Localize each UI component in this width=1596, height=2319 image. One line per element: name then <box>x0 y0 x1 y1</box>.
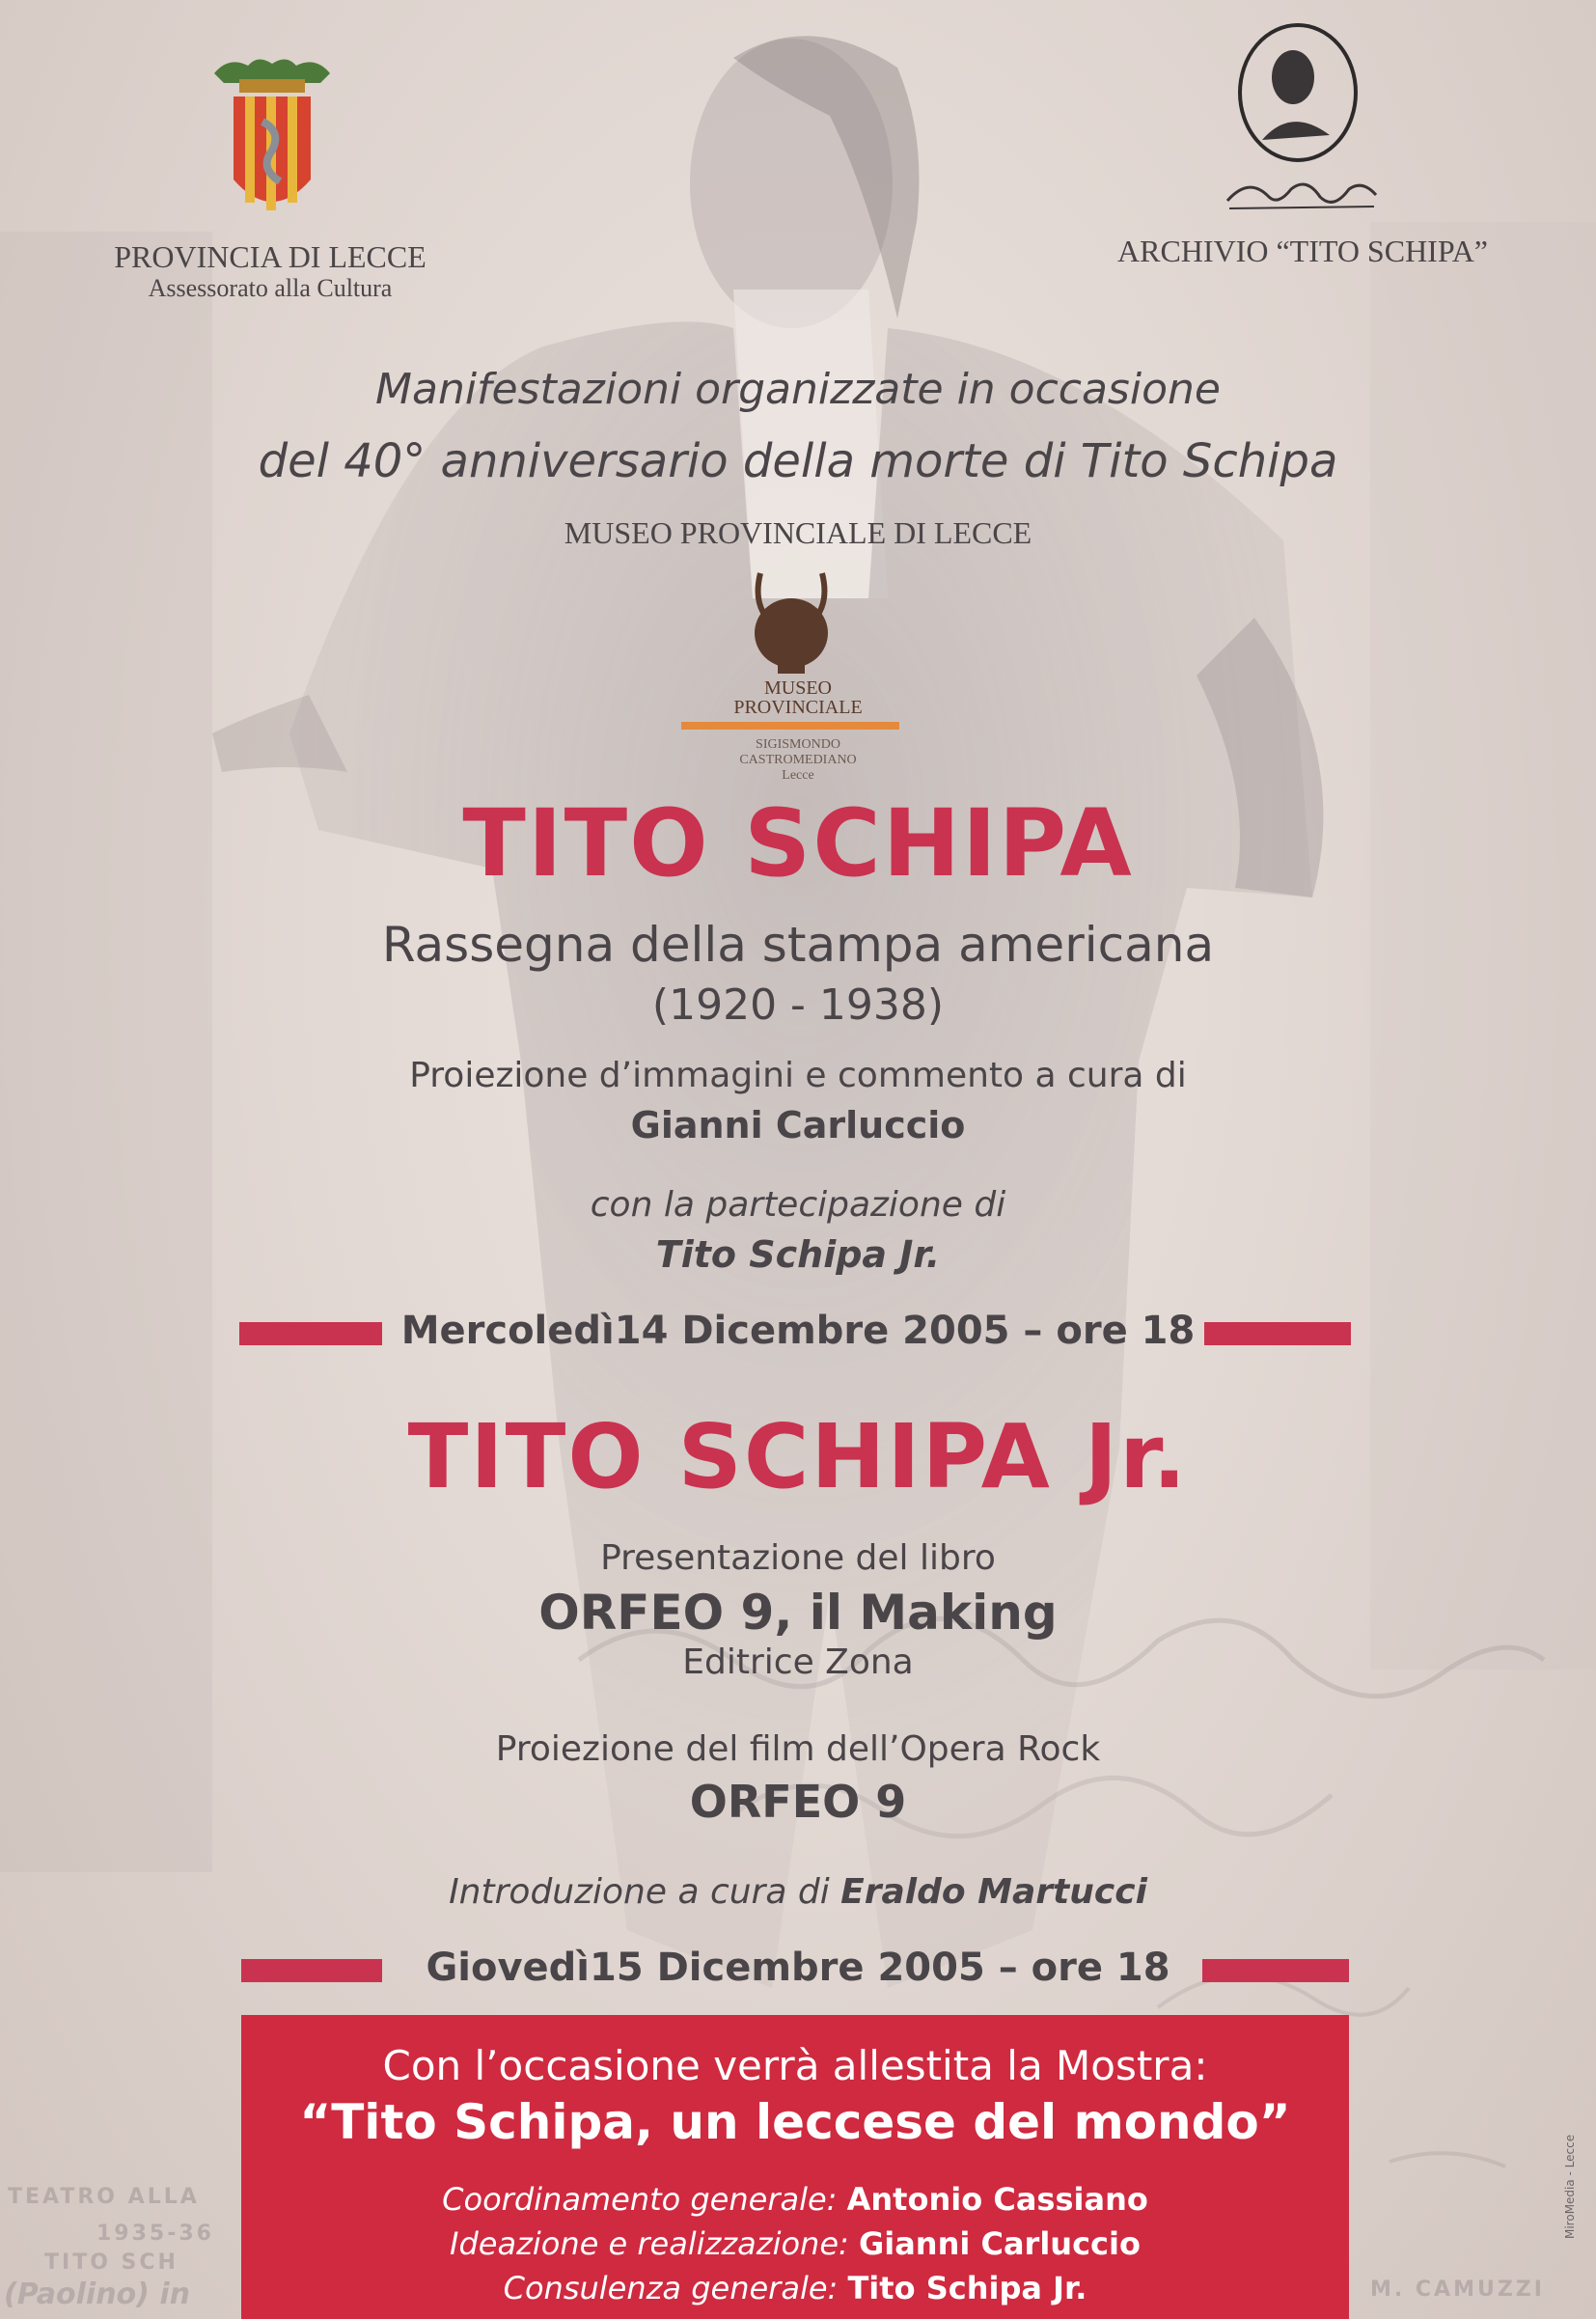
event2-intro-person: Eraldo Martucci <box>840 1872 1147 1912</box>
photo-caption-right: M. CAMUZZI <box>1370 2278 1545 2302</box>
event2-title: TITO SCHIPA Jr. <box>407 1405 1189 1508</box>
credit-value: Gianni Carluccio <box>858 2225 1141 2262</box>
event2-date: Giovedì15 Dicembre 2005 – ore 18 <box>426 1946 1170 1990</box>
photo-caption-line-2: 1935-36 <box>96 2222 214 2246</box>
tito-schipa-medallion-icon <box>1233 19 1362 174</box>
museum-logo-line-4: CASTROMEDIANO <box>739 753 857 767</box>
exhibition-title: “Tito Schipa, un leccese del mondo” <box>299 2094 1291 2150</box>
event1-curated-label: Proiezione d’immagini e commento a cura di <box>409 1056 1187 1095</box>
photo-caption-line-1: TEATRO ALLA <box>8 2185 200 2209</box>
venue: MUSEO PROVINCIALE DI LECCE <box>564 515 1032 550</box>
credit-value: Antonio Cassiano <box>846 2181 1148 2218</box>
provincia-coat-of-arms-icon <box>205 54 340 224</box>
intro-line-2: del 40° anniversario della morte di Tito Schipa <box>258 434 1338 488</box>
event2-publisher: Editrice Zona <box>682 1643 914 1682</box>
photo-caption-line-3: TITO SCH <box>44 2250 179 2275</box>
credit-label: Coordinamento generale: <box>442 2181 838 2218</box>
credit-label: Consulenza generale: <box>503 2270 839 2306</box>
museum-logo-rule <box>681 722 899 730</box>
event2-book-title: ORFEO 9, il Making <box>538 1585 1058 1641</box>
event2-book-label: Presentazione del libro <box>600 1538 996 1578</box>
intro-line-1: Manifestazioni organizzate in occasione <box>375 365 1221 414</box>
event2-intro-label: Introduzione a cura di <box>449 1872 830 1912</box>
credit-row <box>241 2181 1349 2218</box>
event1-years: (1920 - 1938) <box>651 980 945 1030</box>
credit-value: Tito Schipa Jr. <box>847 2270 1087 2306</box>
provincia-department: Assessorato alla Cultura <box>148 274 393 302</box>
event1-date: Mercoledì14 Dicembre 2005 – ore 18 <box>400 1309 1196 1353</box>
event2-film-label: Proiezione del film dell’Opera Rock <box>495 1729 1101 1769</box>
museum-logo-line-3: SIGISMONDO <box>756 737 840 752</box>
event2-intro <box>0 1872 1596 1912</box>
museum-logo-line-5: Lecce <box>782 768 814 783</box>
credit-label: Ideazione e realizzazione: <box>450 2225 849 2262</box>
credit-row <box>241 2225 1349 2262</box>
event1-curator: Gianni Carluccio <box>630 1104 966 1146</box>
event1-participation-label: con la partecipazione di <box>590 1185 1006 1225</box>
photo-caption-line-4: (Paolino) in <box>4 2278 190 2311</box>
event2-film-title: ORFEO 9 <box>689 1776 907 1828</box>
event1-title: TITO SCHIPA <box>462 789 1134 897</box>
exhibition-box <box>241 2015 1349 2319</box>
museum-logo-line-2: PROVINCIALE <box>733 697 863 718</box>
museum-vase-icon <box>741 566 841 681</box>
event1-subtitle: Rassegna della stampa americana <box>381 917 1215 973</box>
event1-participant: Tito Schipa Jr. <box>655 1233 941 1276</box>
printer-credit: MiroMedia - Lecce <box>1563 2134 1577 2239</box>
provincia-name: PROVINCIA DI LECCE <box>114 239 427 274</box>
exhibition-line-1: Con l’occasione verrà allestita la Mostra: <box>382 2042 1208 2089</box>
tito-schipa-signature-icon <box>1220 172 1384 214</box>
archivio-name: ARCHIVIO “TITO SCHIPA” <box>1117 234 1488 268</box>
credit-row <box>241 2270 1349 2306</box>
museum-logo-line-1: MUSEO <box>763 677 832 699</box>
